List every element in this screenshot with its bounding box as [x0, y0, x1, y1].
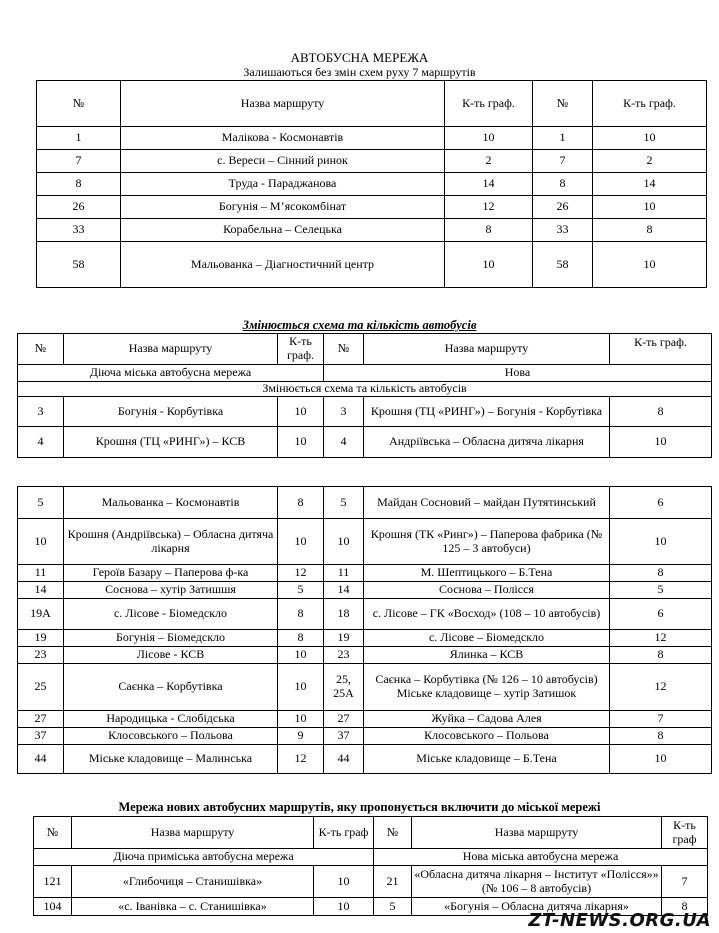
table-cell: 10 [324, 519, 364, 565]
table-cell: Богунія – Біомедскло [64, 630, 278, 647]
table-cell: 21 [374, 866, 412, 898]
table-cell: «с. Іванівка – с. Станишівка» [72, 898, 314, 916]
column-header: Назва маршруту [64, 334, 278, 365]
table-cell: 10 [314, 866, 374, 898]
column-header: К-ть граф. [593, 81, 707, 127]
table-row [18, 599, 712, 630]
table-row [18, 397, 712, 427]
table-cell: 8 [278, 487, 324, 519]
unchanged-routes-table [36, 80, 707, 288]
table-cell: Малікова - Космонавтів [121, 127, 445, 150]
group-row [34, 849, 708, 866]
table-cell: 2 [593, 150, 707, 173]
table-cell: 7 [533, 150, 593, 173]
table-cell: 1 [37, 127, 121, 150]
unchanged-routes-body [37, 81, 707, 288]
table-cell: 8 [533, 173, 593, 196]
table-cell: «Богунія – Обласна дитяча лікарня» [412, 898, 662, 916]
column-header: К-ть граф. [278, 334, 324, 365]
table-cell: 5 [324, 487, 364, 519]
table-cell: 27 [18, 711, 64, 728]
table-cell: 8 [445, 219, 533, 242]
table-cell: 10 [445, 127, 533, 150]
table-cell: 5 [18, 487, 64, 519]
table-cell: 10 [278, 664, 324, 711]
table-cell: 44 [324, 745, 364, 774]
table-row [18, 582, 712, 599]
table-cell: 2 [445, 150, 533, 173]
table-cell: 8 [610, 647, 712, 664]
column-header: № [374, 817, 412, 849]
table-cell: 4 [18, 427, 64, 458]
site-watermark: ZT-NEWS.ORG.UA [528, 910, 711, 931]
table-cell: 10 [610, 745, 712, 774]
table-cell: 3 [324, 397, 364, 427]
new-routes-body [34, 817, 708, 916]
table-cell: 33 [533, 219, 593, 242]
table-cell: 14 [593, 173, 707, 196]
table-row [37, 196, 707, 219]
table-cell: 7 [662, 866, 708, 898]
table-cell: Саєнка – Корбутівка (№ 126 – 10 автобусів) Міське кладовище – хутір Затишок [364, 664, 610, 711]
table-cell: Крошня (ТЦ «РИНГ») – Богунія - Корбутівка [364, 397, 610, 427]
table-cell: 18 [324, 599, 364, 630]
table-row [37, 173, 707, 196]
table-cell: 44 [18, 745, 64, 774]
table-cell: с. Лісове - Біомедскло [64, 599, 278, 630]
table-cell: Клосовського – Польова [364, 728, 610, 745]
column-header: Назва маршруту [412, 817, 662, 849]
table-cell: Крошня (ТК «Ринг») – Паперова фабрика (№ 125 – 3 автобуси) [364, 519, 610, 565]
table-cell: 58 [533, 242, 593, 288]
table-cell: 8 [593, 219, 707, 242]
table-row [37, 242, 707, 288]
table-cell: 5 [610, 582, 712, 599]
table-cell: Мальованка – Діагностичний центр [121, 242, 445, 288]
table-cell: 10 [278, 397, 324, 427]
table-cell: Клосовського – Польова [64, 728, 278, 745]
table-cell: Мальованка – Космонавтів [64, 487, 278, 519]
table-cell: 10 [314, 898, 374, 916]
table-cell: 9 [278, 728, 324, 745]
changed-routes-body [18, 334, 712, 458]
table-cell: 10 [593, 242, 707, 288]
table-row [18, 565, 712, 582]
column-header: № [34, 817, 72, 849]
group-label: Нова [324, 365, 712, 382]
table-cell: 8 [37, 173, 121, 196]
group-row [18, 382, 712, 397]
table-cell: Майдан Сосновий – майдан Путятинський [364, 487, 610, 519]
column-header: К-ть граф. [445, 81, 533, 127]
table-cell: 10 [610, 427, 712, 458]
table-cell: 10 [445, 242, 533, 288]
table-cell: 10 [278, 711, 324, 728]
table-cell: 5 [278, 582, 324, 599]
table-cell: 10 [18, 519, 64, 565]
table-cell: Лісове - КСВ [64, 647, 278, 664]
group-label: Нова міська автобусна мережа [374, 849, 708, 866]
table-cell: Ялинка – КСВ [364, 647, 610, 664]
table-row [18, 711, 712, 728]
table-cell: 8 [662, 898, 708, 916]
table-cell: 7 [37, 150, 121, 173]
column-header: К-ть граф [314, 817, 374, 849]
column-header: К-ть граф. [610, 334, 712, 365]
group-row [18, 365, 712, 382]
table-row [18, 630, 712, 647]
table-cell: Саєнка – Корбутівка [64, 664, 278, 711]
column-header: Назва маршруту [72, 817, 314, 849]
table-cell: Жуйка – Садова Алея [364, 711, 610, 728]
table-cell: М. Шептицького – Б.Тена [364, 565, 610, 582]
table-cell: 1 [533, 127, 593, 150]
table-cell: Крошня (ТЦ «РИНГ») – КСВ [64, 427, 278, 458]
changed-routes-continued-body [18, 487, 712, 774]
column-header: К-ть граф [662, 817, 708, 849]
table-cell: с. Вереси – Сінний ринок [121, 150, 445, 173]
section-title-new-routes: Мережа нових автобусних маршрутів, яку пропонується включити до міської мережі [118, 800, 601, 814]
table-row [37, 219, 707, 242]
table-row [34, 866, 708, 898]
column-header: Назва маршруту [121, 81, 445, 127]
table-cell: Соснова – хутір Затишшя [64, 582, 278, 599]
table-cell: 10 [593, 196, 707, 219]
table-cell: 27 [324, 711, 364, 728]
section-title-changed: Змінюється схема та кількість автобусів [242, 318, 477, 332]
table-cell: 12 [610, 664, 712, 711]
table-cell: 8 [278, 599, 324, 630]
table-cell: 121 [34, 866, 72, 898]
table-cell: 58 [37, 242, 121, 288]
table-cell: Богунія – М’ясокомбінат [121, 196, 445, 219]
table-cell: 14 [324, 582, 364, 599]
table-cell: 25 [18, 664, 64, 711]
section-subtitle-unchanged: Залишаються без змін схем руху 7 маршрутів [243, 65, 476, 79]
table-cell: 6 [610, 487, 712, 519]
table-row [18, 728, 712, 745]
table-cell: 10 [278, 647, 324, 664]
new-routes-table [33, 816, 708, 916]
table-cell: 23 [18, 647, 64, 664]
header-row [37, 81, 707, 127]
header-row [18, 334, 712, 365]
table-cell: 26 [533, 196, 593, 219]
table-cell: 33 [37, 219, 121, 242]
table-cell: Міське кладовище – Б.Тена [364, 745, 610, 774]
column-header: № [533, 81, 593, 127]
table-cell: 12 [610, 630, 712, 647]
table-row [18, 427, 712, 458]
table-row [18, 519, 712, 565]
table-row [18, 647, 712, 664]
table-cell: 8 [610, 565, 712, 582]
table-cell: 25, 25А [324, 664, 364, 711]
group-label: Діюча приміська автобусна мережа [34, 849, 374, 866]
table-cell: 26 [37, 196, 121, 219]
table-cell: Соснова – Полісся [364, 582, 610, 599]
table-cell: с. Лісове – Біомедскло [364, 630, 610, 647]
table-cell: 23 [324, 647, 364, 664]
table-cell: 10 [610, 519, 712, 565]
changed-routes-table-continued [17, 486, 712, 774]
table-cell: 8 [610, 397, 712, 427]
table-cell: 8 [610, 728, 712, 745]
table-cell: Героїв Базару – Паперова ф-ка [64, 565, 278, 582]
table-cell: 7 [610, 711, 712, 728]
table-cell: 10 [278, 519, 324, 565]
table-row [18, 664, 712, 711]
group-label: Змінюється схема та кількість автобусів [18, 382, 712, 397]
table-cell: 12 [445, 196, 533, 219]
table-cell: 6 [610, 599, 712, 630]
table-cell: 11 [324, 565, 364, 582]
table-cell: 10 [593, 127, 707, 150]
group-label: Діюча міська автобусна мережа [18, 365, 324, 382]
table-cell: Корабельна – Селецька [121, 219, 445, 242]
column-header: № [324, 334, 364, 365]
table-cell: 12 [278, 745, 324, 774]
header-row [34, 817, 708, 849]
table-cell: 37 [324, 728, 364, 745]
table-cell: 37 [18, 728, 64, 745]
table-cell: Крошня (Андріївська) – Обласна дитяча лікарня [64, 519, 278, 565]
changed-routes-table [17, 333, 712, 458]
table-cell: Міське кладовище – Малинська [64, 745, 278, 774]
table-cell: с. Лісове – ГК «Восход» (108 – 10 автобусів) [364, 599, 610, 630]
column-header: № [37, 81, 121, 127]
table-cell: 14 [445, 173, 533, 196]
table-row [37, 127, 707, 150]
table-cell: 4 [324, 427, 364, 458]
table-cell: «Глибочиця – Станишівка» [72, 866, 314, 898]
column-header: Назва маршруту [364, 334, 610, 365]
table-cell: 14 [18, 582, 64, 599]
table-cell: 19 [324, 630, 364, 647]
table-cell: 5 [374, 898, 412, 916]
table-cell: 3 [18, 397, 64, 427]
table-cell: 19 [18, 630, 64, 647]
table-cell: Труда - Параджанова [121, 173, 445, 196]
column-header: № [18, 334, 64, 365]
table-cell: 19А [18, 599, 64, 630]
table-cell: 8 [278, 630, 324, 647]
document-title: АВТОБУСНА МЕРЕЖА [290, 50, 429, 65]
table-row [18, 745, 712, 774]
table-cell: 12 [278, 565, 324, 582]
table-cell: «Обласна дитяча лікарня – Інститут «Полісся»» (№ 106 – 8 автобусів) [412, 866, 662, 898]
table-cell: Народицька - Слобідська [64, 711, 278, 728]
table-cell: Богунія - Корбутівка [64, 397, 278, 427]
table-row [37, 150, 707, 173]
table-cell: 11 [18, 565, 64, 582]
table-cell: 104 [34, 898, 72, 916]
table-cell: 10 [278, 427, 324, 458]
table-cell: Андріївська – Обласна дитяча лікарня [364, 427, 610, 458]
table-row [18, 487, 712, 519]
